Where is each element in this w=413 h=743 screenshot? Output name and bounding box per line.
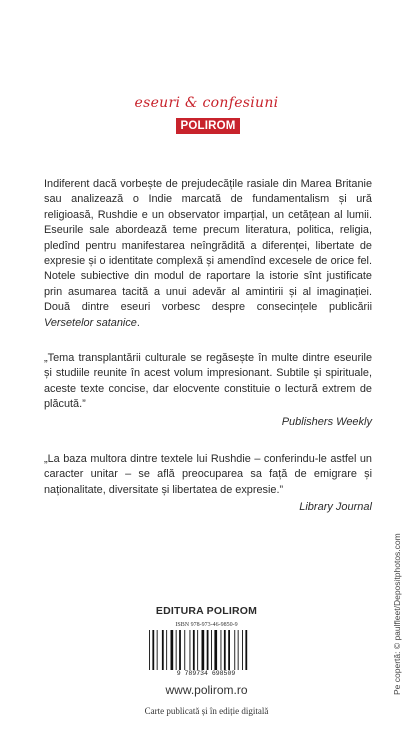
barcode-bar — [179, 630, 181, 670]
barcode-bar — [234, 630, 235, 670]
barcode-icon — [147, 630, 265, 670]
barcode-bar — [184, 630, 185, 670]
series-label: eseuri & confesiuni — [134, 95, 279, 111]
book-title-reference: Versetelor satanice — [44, 316, 137, 329]
barcode-bar — [162, 630, 164, 670]
barcode-bar — [211, 630, 212, 670]
review-source-2: Library Journal — [299, 500, 372, 513]
barcode-bar — [238, 630, 239, 670]
back-cover-text — [44, 177, 372, 515]
publisher-logo: POLIROM — [176, 118, 240, 134]
barcode-bar — [207, 630, 209, 670]
barcode-digits: 9 789734 698509 — [176, 670, 236, 677]
cover-photo-credit: Pe copertă: © paulfleet/Depositphotos.com — [392, 533, 402, 695]
barcode-bar — [202, 630, 205, 670]
barcode-bar — [214, 630, 217, 670]
book-description — [44, 177, 372, 331]
description-end: . — [136, 316, 140, 329]
barcode-bar — [221, 630, 222, 670]
barcode-bar — [190, 630, 191, 670]
barcode-bar — [228, 630, 230, 670]
review-quote-2: „La baza multora dintre textele lui Rushdie – conferindu-le astfel un caracter unitar – se află preocuparea sa față de emigrare și naționalitate, diversitate și libertatea de expresie.” — [44, 452, 372, 496]
description-text: Indiferent dacă vorbește de prejudecățile rasiale din Marea Britanie sau analizează o Indie marcată de fundamentalism și ură religioasă, Rushdie e un observator imparțial, un cetățean al lumii. Eseurile sale abordează teme precum literatura, politica, religia, pledînd pentru manifestarea neîngrădită a diferenței, libertate de expresie și o identitate complexă și amendînd excesele de orice fel. Notele subiective din modul de raportare la istorie sînt justificate prin asumarea tacită a unui adevăr al amintirii și al imaginației. Două dintre eseuri vorbesc despre consecințele publicării — [44, 178, 372, 314]
barcode-bar — [245, 630, 247, 670]
barcode-bar — [193, 630, 195, 670]
barcode-bar — [197, 630, 198, 670]
publisher-website: www.polirom.ro — [165, 683, 248, 697]
barcode-bar — [242, 630, 243, 670]
barcode-bar — [171, 630, 174, 670]
barcode-bar — [176, 630, 177, 670]
barcode-bar — [224, 630, 226, 670]
barcode-bar — [157, 630, 158, 670]
edition-note: Carte publicată și în ediție digitală — [144, 706, 269, 716]
barcode-bar — [166, 630, 167, 670]
publisher-name: EDITURA POLIROM — [155, 605, 258, 617]
review-quote-1: „Tema transplantării culturale se regăsește în multe dintre eseurile și studiile reunite în acest volum impresionant. Subtile și spirituale, aceste texte concise, dar elocvente constituie o lectură extrem de plăcută.” — [44, 352, 372, 411]
review-source-1: Publishers Weekly — [281, 415, 372, 428]
isbn-number: ISBN 978-973-46-9850-9 — [175, 622, 238, 628]
barcode-bar — [152, 630, 154, 670]
barcode-bar — [149, 630, 150, 670]
